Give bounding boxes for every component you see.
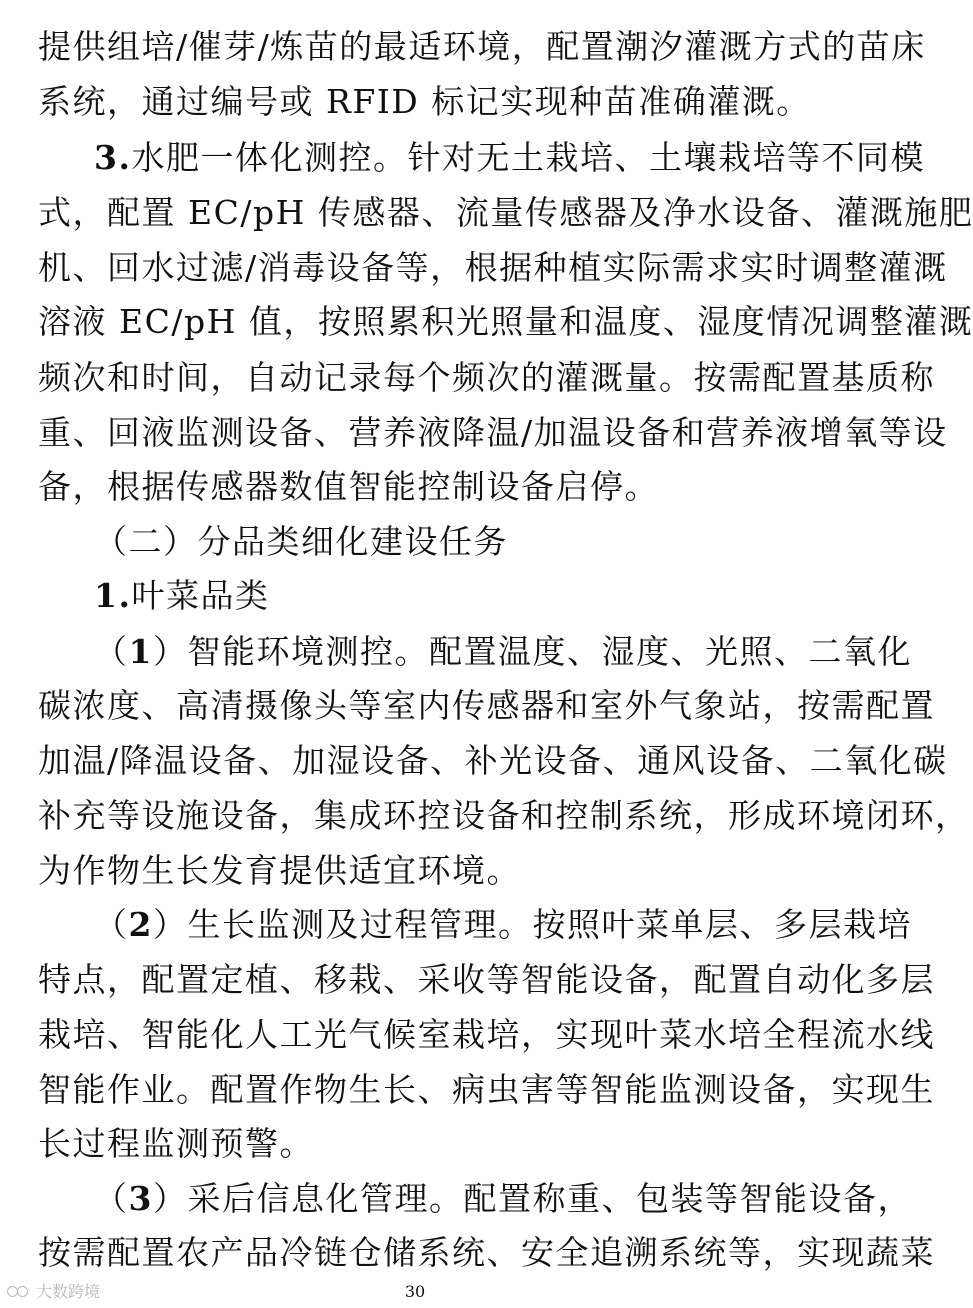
subsection-heading: 1.叶菜品类: [94, 576, 270, 615]
text-line: （3）采后信息化管理。配置称重、包装等智能设备，: [94, 1179, 912, 1218]
text-line: 提供组培/催芽/炼苗的最适环境，配置潮汐灌溉方式的苗床: [38, 27, 926, 66]
text-line: 频次和时间，自动记录每个频次的灌溉量。按需配置基质称: [38, 358, 935, 397]
page-number: 30: [404, 1282, 426, 1301]
text-line: 溶液 EC/pH 值，按照累积光照量和温度、湿度情况调整灌溉: [38, 302, 973, 341]
section-heading: （二）分品类细化建设任务: [94, 522, 508, 561]
text-line: 备，根据传感器数值智能控制设备启停。: [38, 467, 659, 506]
text-line: 3.水肥一体化测控。针对无土栽培、土壤栽培等不同模: [94, 138, 925, 177]
text-line: 长过程监测预警。: [38, 1124, 314, 1163]
text-line: 重、回液监测设备、营养液降温/加温设备和营养液增氧等设: [38, 413, 948, 452]
watermark: [6, 1279, 100, 1302]
text-line: 碳浓度、高清摄像头等室内传感器和室外气象站，按需配置: [38, 686, 935, 725]
text-line: （1）智能环境测控。配置温度、湿度、光照、二氧化: [94, 632, 912, 671]
text-line: （2）生长监测及过程管理。按照叶菜单层、多层栽培: [94, 905, 912, 944]
text-line: 栽培、智能化人工光气候室栽培，实现叶菜水培全程流水线: [38, 1015, 935, 1054]
text-line: 按需配置农产品冷链仓储系统、安全追溯系统等，实现蔬菜: [38, 1233, 935, 1272]
text-line: 为作物生长发育提供适宜环境。: [38, 851, 521, 890]
text-line: 加温/降温设备、加湿设备、补光设备、通风设备、二氧化碳: [38, 741, 948, 780]
watermark-text: 大数跨境: [36, 1282, 101, 1301]
double-ring-logo-icon: [6, 1283, 32, 1299]
text-line: 机、回水过滤/消毒设备等，根据种植实际需求实时调整灌溉: [38, 248, 948, 287]
text-line: 式，配置 EC/pH 传感器、流量传感器及净水设备、灌溉施肥: [38, 193, 973, 232]
text-line: 智能作业。配置作物生长、病虫害等智能监测设备，实现生: [38, 1070, 935, 1109]
text-line: 系统，通过编号或 RFID 标记实现种苗准确灌溉。: [38, 82, 811, 121]
text-line: 补充等设施设备，集成环控设备和控制系统，形成环境闭环，: [38, 796, 970, 835]
text-line: 特点，配置定植、移栽、采收等智能设备，配置自动化多层: [38, 960, 935, 999]
